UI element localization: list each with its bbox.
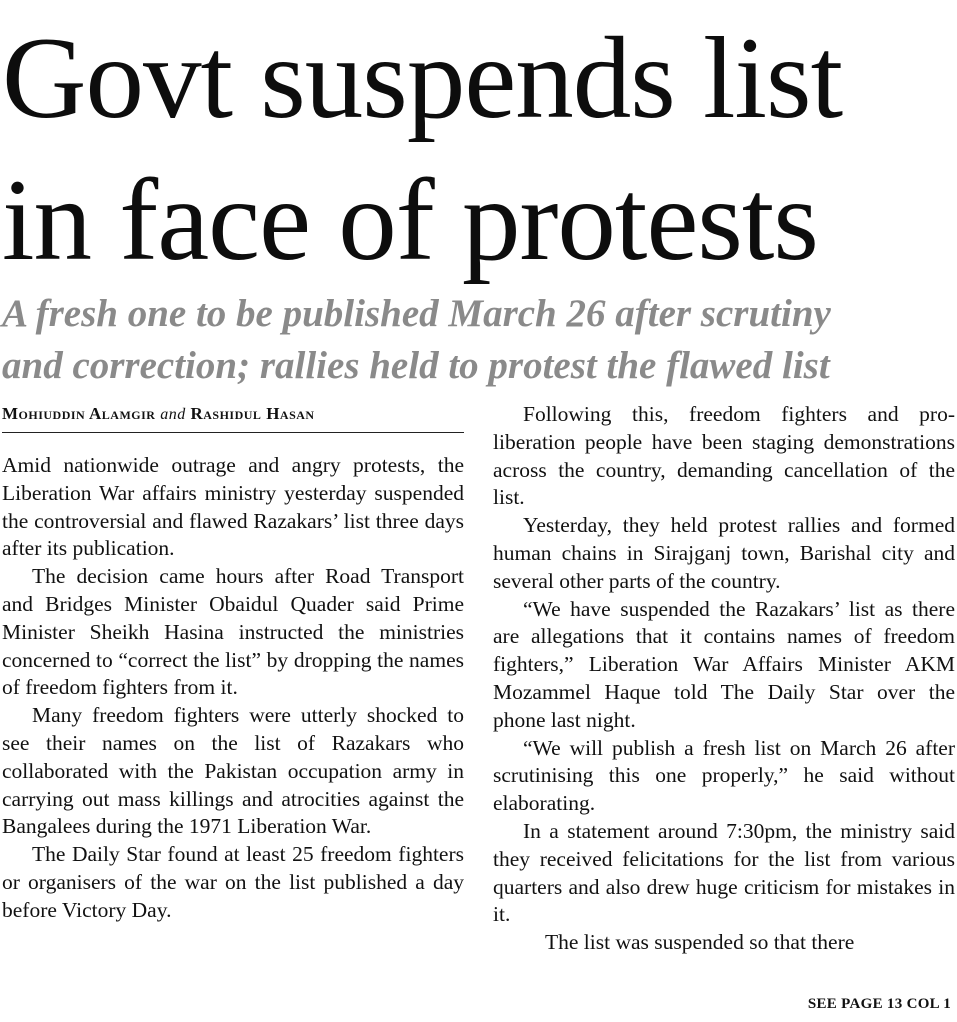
article-paragraph: “We will publish a fresh list on March 26 after scrutinising this one properly,” he said without elaborating.: [493, 735, 955, 816]
article-paragraph: The decision came hours after Road Transport and Bridges Minister Obaidul Quader said Prime Minister Sheikh Hasina instructed the ministries concerned to “correct the list” by dropping the names of freedom fighters from it.: [2, 564, 464, 700]
article-paragraph: Amid nationwide outrage and angry protests, the Liberation War affairs ministry yesterday suspended the controversial and flawed Razakars’ list three days after its publication.: [2, 453, 464, 561]
continued-on-page-note: SEE PAGE 13 COL 1: [807, 996, 951, 1012]
article-column-left: [2, 452, 464, 925]
article-paragraph: The Daily Star found at least 25 freedom fighters or organisers of the war on the list published a day before Victory Day.: [2, 842, 464, 922]
byline-author-1: Mohiuddin Alamgir: [2, 404, 156, 423]
subheadline: [2, 288, 957, 392]
byline: [2, 404, 464, 433]
article-paragraph: “We have suspended the Razakars’ list as there are allegations that it contains names of freedom fighters,” Liberation War Affairs Minister AKM Mozammel Haque told The Daily Star over the phone last night.: [493, 596, 955, 732]
article-paragraph: Yesterday, they held protest rallies and formed human chains in Sirajganj town, Barishal city and several other parts of the country.: [493, 513, 955, 593]
article-paragraph: In a statement around 7:30pm, the ministry said they received felicitations for the list from various quarters and also drew huge criticism for mistakes in it.: [493, 818, 955, 927]
byline-conjunction: and: [160, 406, 186, 423]
subheadline-line-2: and correction; rallies held to protest the flawed list: [2, 344, 830, 387]
byline-author-2: Rashidul Hasan: [190, 404, 315, 423]
subheadline-line-1: A fresh one to be published March 26 after scrutiny: [2, 292, 831, 335]
article-paragraph: Many freedom fighters were utterly shocked to see their names on the list of Razakars who collaborated with the Pakistan occupation army in carrying out mass killings and atrocities against the Bangalees during the 1971 Liberation War.: [2, 703, 464, 839]
article-paragraph: Following this, freedom fighters and pro-liberation people have been staging demonstrations across the country, demanding cancellation of the list.: [493, 402, 955, 510]
headline: [2, 4, 957, 288]
article-column-right: [493, 401, 955, 957]
headline-line-1: Govt suspends list: [2, 14, 843, 143]
article-paragraph: The list was suspended so that there: [545, 930, 855, 955]
headline-line-2: in face of protests: [2, 156, 818, 285]
